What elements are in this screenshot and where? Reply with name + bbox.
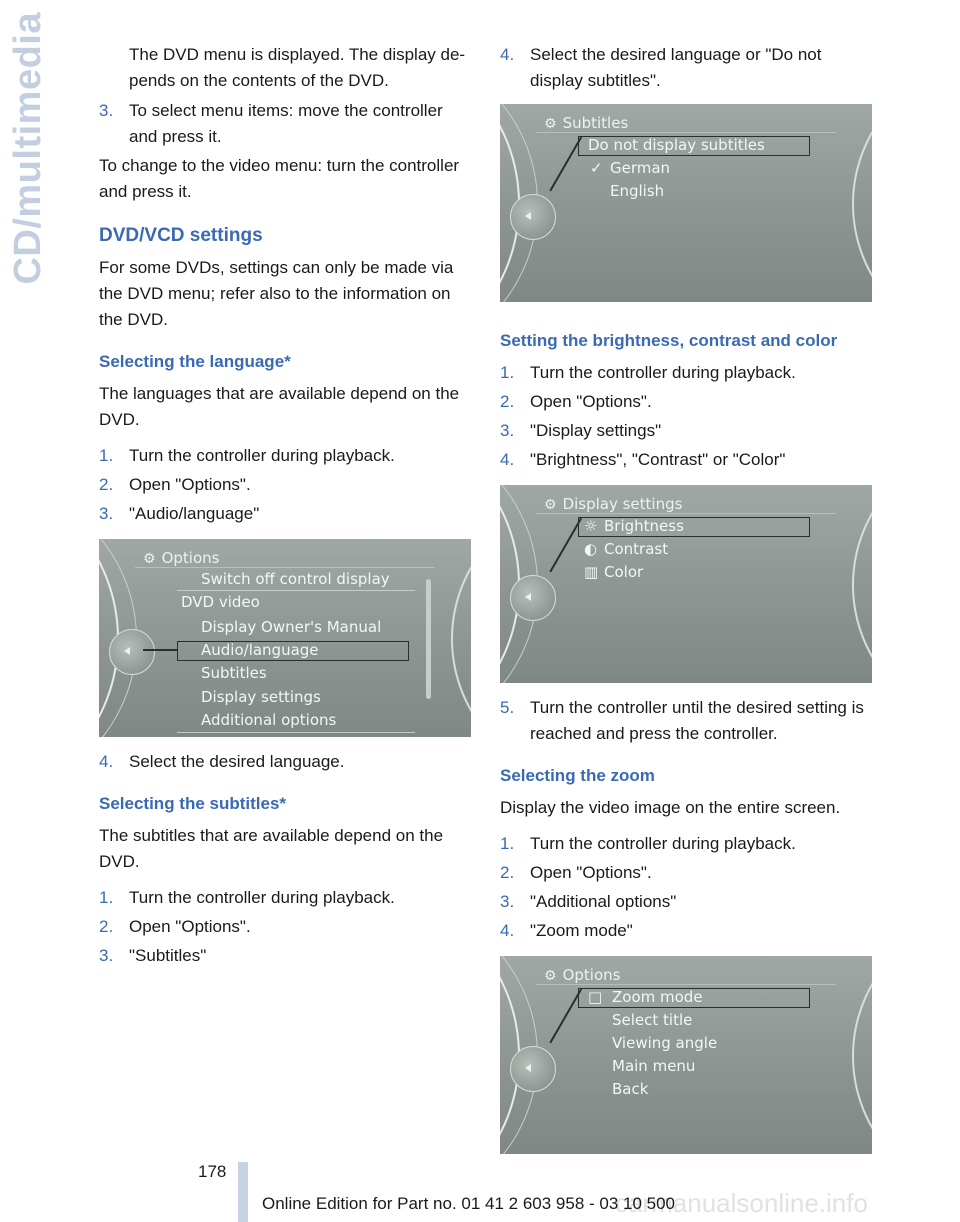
- step-number: 1.: [99, 446, 114, 465]
- gear-icon: ⚙: [544, 968, 557, 984]
- section-side-tab: [0, 0, 56, 330]
- list-item: [99, 943, 471, 969]
- left-column: [99, 42, 471, 972]
- list-item: [99, 98, 471, 150]
- step-text: "Display settings": [530, 421, 662, 440]
- sun-icon: ☼: [584, 517, 598, 535]
- subtitles-text: The subtitles that are available depend on the DVD.: [99, 826, 444, 871]
- step-number: 4.: [500, 45, 515, 64]
- gear-icon: ⚙: [544, 116, 557, 132]
- step-number: 1.: [500, 834, 515, 853]
- language-text: The languages that are available depend on the DVD.: [99, 384, 460, 429]
- gear-icon: ⚙: [544, 497, 557, 513]
- menu-item: Main menu: [612, 1057, 696, 1075]
- controller-knob-icon: [109, 629, 155, 675]
- list-item: [99, 749, 471, 775]
- zoom-text: Display the video image on the entire screen.: [500, 798, 841, 817]
- selection-pointer: [143, 649, 177, 651]
- menu-item: Zoom mode: [612, 988, 703, 1006]
- checkbox-icon: □: [588, 988, 603, 1006]
- step-number: 1.: [500, 363, 515, 382]
- menu-steps: [99, 98, 471, 150]
- language-final-step: [99, 749, 471, 775]
- selection-pointer: [549, 137, 581, 191]
- step-text: Turn the controller during playback.: [129, 888, 395, 907]
- list-item: [500, 860, 872, 886]
- step-text: Turn the controller during playback.: [530, 363, 796, 382]
- controller-knob-icon: [510, 1046, 556, 1092]
- section-side-tab-label: CD/multimedia: [7, 12, 49, 285]
- screen-title: ⚙ Options: [143, 549, 220, 567]
- step-number: 3.: [99, 101, 114, 120]
- list-item: [99, 914, 471, 940]
- step-text: Turn the controller during playback.: [129, 446, 395, 465]
- menu-item: Audio/language: [201, 641, 319, 659]
- menu-item: DVD video: [181, 593, 260, 611]
- step-number: 3.: [500, 892, 515, 911]
- step-text: Select the desired language or "Do not display subtitles".: [530, 45, 822, 90]
- step-text: "Subtitles": [129, 946, 207, 965]
- menu-item: German: [610, 159, 671, 177]
- zoom-heading: Selecting the zoom: [500, 766, 655, 785]
- subtitles-heading: Selecting the subtitles*: [99, 794, 287, 813]
- step-number: 3.: [99, 504, 114, 523]
- selection-pointer: [549, 518, 581, 572]
- language-heading: Selecting the language*: [99, 352, 291, 371]
- step-number: 4.: [500, 450, 515, 469]
- right-column: [500, 42, 872, 1166]
- step-number: 2.: [99, 917, 114, 936]
- selection-pointer: [549, 989, 581, 1043]
- options-screen-image: [99, 539, 471, 737]
- menu-item: Subtitles: [201, 664, 267, 682]
- edition-footer: Online Edition for Part no. 01 41 2 603 958 - 03 10 500: [262, 1194, 676, 1213]
- screen-title: ⚙ Subtitles: [544, 114, 629, 132]
- step-text: "Additional options": [530, 892, 677, 911]
- list-item: [99, 501, 471, 527]
- step-number: 3.: [500, 421, 515, 440]
- screen-title: ⚙ Display settings: [544, 495, 683, 513]
- gear-icon: ⚙: [143, 551, 156, 567]
- display-settings-screen-image: [500, 485, 872, 683]
- step-text: Open "Options".: [530, 863, 652, 882]
- list-item: [99, 885, 471, 911]
- menu-item: Brightness: [604, 517, 684, 535]
- step-number: 2.: [99, 475, 114, 494]
- list-item: [99, 472, 471, 498]
- step-text: Open "Options".: [129, 917, 251, 936]
- language-steps: [99, 443, 471, 527]
- menu-item: Do not display subtitles: [588, 136, 765, 154]
- color-icon: ▥: [584, 563, 599, 581]
- step-text: Open "Options".: [129, 475, 251, 494]
- brightness-final-step: [500, 695, 872, 747]
- dvd-settings-heading: DVD/VCD settings: [99, 225, 263, 246]
- list-item: [500, 695, 872, 747]
- menu-item: English: [610, 182, 665, 200]
- zoom-options-screen-image: [500, 956, 872, 1154]
- menu-item: Display settings: [201, 688, 321, 706]
- list-item: [500, 418, 872, 444]
- menu-item: Switch off control display: [201, 570, 390, 588]
- step-number: 1.: [99, 888, 114, 907]
- menu-item: Back: [612, 1080, 649, 1098]
- menu-item: Display Owner's Manual: [201, 618, 382, 636]
- menu-item: Select title: [612, 1011, 693, 1029]
- step-number: 4.: [500, 921, 515, 940]
- check-icon: ✓: [590, 159, 603, 177]
- zoom-steps: [500, 831, 872, 944]
- contrast-icon: ◐: [584, 540, 598, 558]
- list-item: [99, 443, 471, 469]
- list-item: [500, 831, 872, 857]
- step-text: "Brightness", "Contrast" or "Color": [530, 450, 786, 469]
- step-number: 5.: [500, 698, 515, 717]
- scrollbar: [426, 579, 431, 699]
- controller-knob-icon: [510, 575, 556, 621]
- footer-accent-bar: [238, 1162, 248, 1222]
- step-number: 4.: [99, 752, 114, 771]
- list-item: [500, 447, 872, 473]
- step-text: To select menu items: move the controller and press it.: [129, 101, 443, 146]
- step-text: Select the desired language.: [129, 752, 345, 771]
- list-item: [500, 889, 872, 915]
- step-number: 2.: [500, 863, 515, 882]
- brightness-heading: Setting the brightness, contrast and color: [500, 331, 838, 350]
- step-text: "Audio/language": [129, 504, 260, 523]
- watermark: carmanualsonline.info: [615, 1188, 868, 1218]
- subtitle-steps: [99, 885, 471, 969]
- screen-title: ⚙ Options: [544, 966, 621, 984]
- menu-item: Color: [604, 563, 644, 581]
- list-item: [500, 42, 872, 94]
- dvd-menu-intro: The DVD menu is displayed. The display depends on the contents of the DVD.: [129, 45, 466, 90]
- subtitles-screen-image: [500, 104, 872, 302]
- subtitle-final-step: [500, 42, 872, 94]
- step-text: "Zoom mode": [530, 921, 633, 940]
- list-item: [500, 389, 872, 415]
- menu-item: Viewing angle: [612, 1034, 718, 1052]
- video-menu-text: To change to the video menu: turn the controller and press it.: [99, 156, 460, 201]
- controller-knob-icon: [510, 194, 556, 240]
- menu-item: Additional options: [201, 711, 337, 729]
- list-item: [500, 360, 872, 386]
- list-item: [500, 918, 872, 944]
- menu-item: Contrast: [604, 540, 669, 558]
- page-number: 178: [198, 1162, 227, 1181]
- step-number: 2.: [500, 392, 515, 411]
- step-number: 3.: [99, 946, 114, 965]
- step-text: Turn the controller during playback.: [530, 834, 796, 853]
- step-text: Open "Options".: [530, 392, 652, 411]
- brightness-steps: [500, 360, 872, 473]
- step-text: Turn the controller until the desired setting is reached and press the controller.: [530, 698, 864, 743]
- dvd-settings-text: For some DVDs, settings can only be made via the DVD menu; refer also to the information on the DVD.: [99, 258, 454, 329]
